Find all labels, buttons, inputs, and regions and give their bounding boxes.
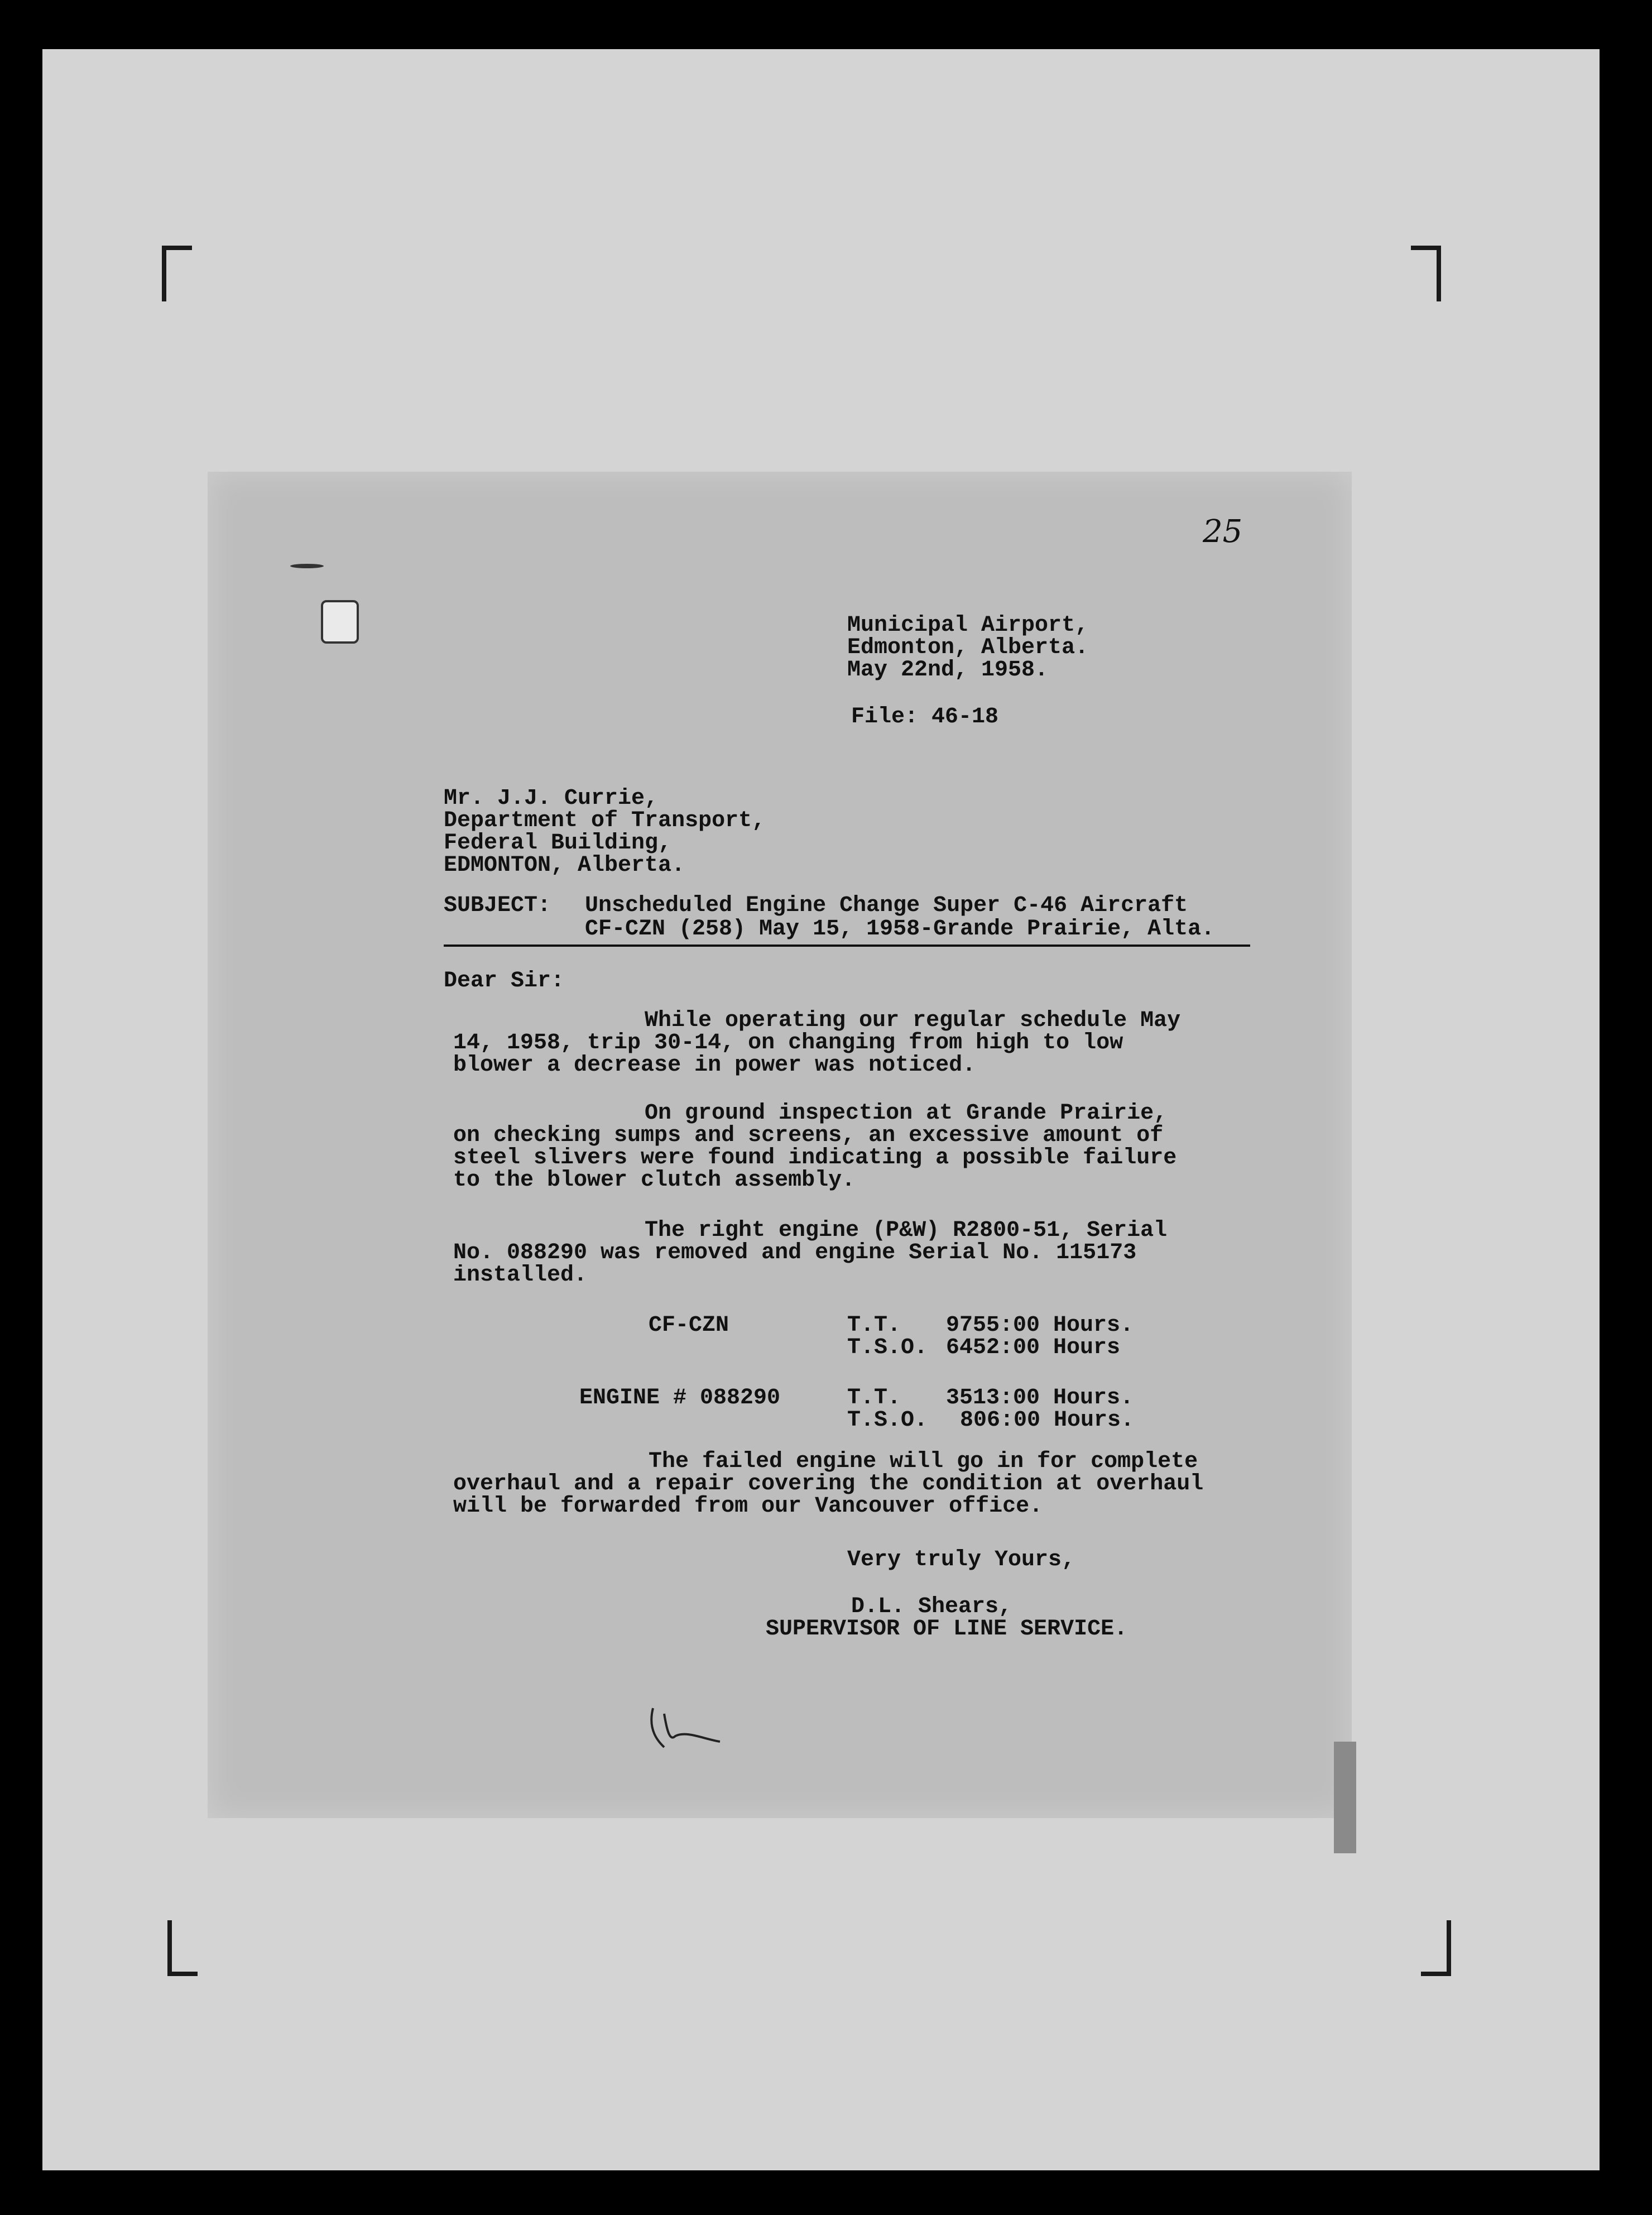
closing-paragraph-line: overhaul and a repair covering the condition at overhaul bbox=[453, 1471, 1204, 1497]
paragraph-line: On ground inspection at Grande Prairie, bbox=[645, 1101, 1168, 1126]
closing-paragraph-line: The failed engine will go in for complete bbox=[649, 1449, 1198, 1474]
crop-mark-top-left bbox=[162, 246, 192, 301]
paragraph-line: The right engine (P&W) R2800-51, Serial bbox=[645, 1218, 1168, 1243]
paragraph-line: No. 088290 was removed and engine Serial No. 115173 bbox=[453, 1240, 1137, 1265]
closing-paragraph-line: will be forwarded from our Vancouver office. bbox=[453, 1494, 1043, 1519]
salutation: Dear Sir: bbox=[444, 969, 565, 994]
crop-mark-bottom-left bbox=[167, 1920, 198, 1976]
paragraph-line: on checking sumps and screens, an excessive amount of bbox=[453, 1123, 1164, 1148]
recipient-line: Federal Building, bbox=[444, 831, 672, 856]
subject-underline bbox=[444, 945, 1250, 947]
page-number: 25 bbox=[1203, 514, 1243, 550]
crop-mark-bottom-right bbox=[1421, 1920, 1451, 1976]
hours-tt-label: T.T. bbox=[847, 1313, 901, 1338]
closing: Very truly Yours, bbox=[847, 1547, 1075, 1572]
paragraph-line: 14, 1958, trip 30-14, on changing from high to low bbox=[453, 1030, 1123, 1056]
handwritten-initials bbox=[642, 1697, 731, 1758]
staple-mark bbox=[321, 600, 359, 644]
paragraph-line: to the blower clutch assembly. bbox=[453, 1168, 856, 1193]
paragraph-line: While operating our regular schedule May bbox=[645, 1008, 1181, 1033]
subject-line: Unscheduled Engine Change Super C-46 Aircraft bbox=[585, 893, 1188, 918]
paragraph-line: blower a decrease in power was noticed. bbox=[453, 1053, 976, 1078]
hours-item: ENGINE # 088290 bbox=[579, 1385, 781, 1411]
hours-tso-value: 6452:00 Hours bbox=[946, 1335, 1121, 1360]
hours-tt-value: 3513:00 Hours. bbox=[946, 1385, 1134, 1411]
crop-mark-top-right bbox=[1411, 246, 1441, 301]
recipient-line: Mr. J.J. Currie, bbox=[444, 786, 659, 811]
hours-tso-value: 806:00 Hours. bbox=[960, 1408, 1135, 1433]
hole-punch-mark bbox=[290, 564, 324, 568]
recipient-line: EDMONTON, Alberta. bbox=[444, 853, 685, 878]
paragraph-line: steel slivers were found indicating a possible failure bbox=[453, 1145, 1177, 1171]
sender-address-line: Edmonton, Alberta. bbox=[847, 635, 1089, 660]
hours-tso-label: T.S.O. bbox=[847, 1335, 928, 1360]
subject-line: CF-CZN (258) May 15, 1958-Grande Prairie, Alta. bbox=[585, 917, 1215, 942]
signatory-title: SUPERVISOR OF LINE SERVICE. bbox=[766, 1617, 1128, 1642]
paper-shadow bbox=[1334, 1742, 1356, 1853]
hours-tt-value: 9755:00 Hours. bbox=[946, 1313, 1134, 1338]
paragraph-line: installed. bbox=[453, 1263, 588, 1288]
file-reference: File: 46-18 bbox=[851, 704, 999, 730]
hours-tt-label: T.T. bbox=[847, 1385, 901, 1411]
signatory-name: D.L. Shears, bbox=[851, 1594, 1012, 1619]
letter-date: May 22nd, 1958. bbox=[847, 658, 1049, 683]
hours-item: CF-CZN bbox=[649, 1313, 729, 1338]
sender-address-line: Municipal Airport, bbox=[847, 613, 1089, 638]
hours-tso-label: T.S.O. bbox=[847, 1408, 928, 1433]
subject-label: SUBJECT: bbox=[444, 893, 551, 918]
recipient-line: Department of Transport, bbox=[444, 808, 766, 833]
